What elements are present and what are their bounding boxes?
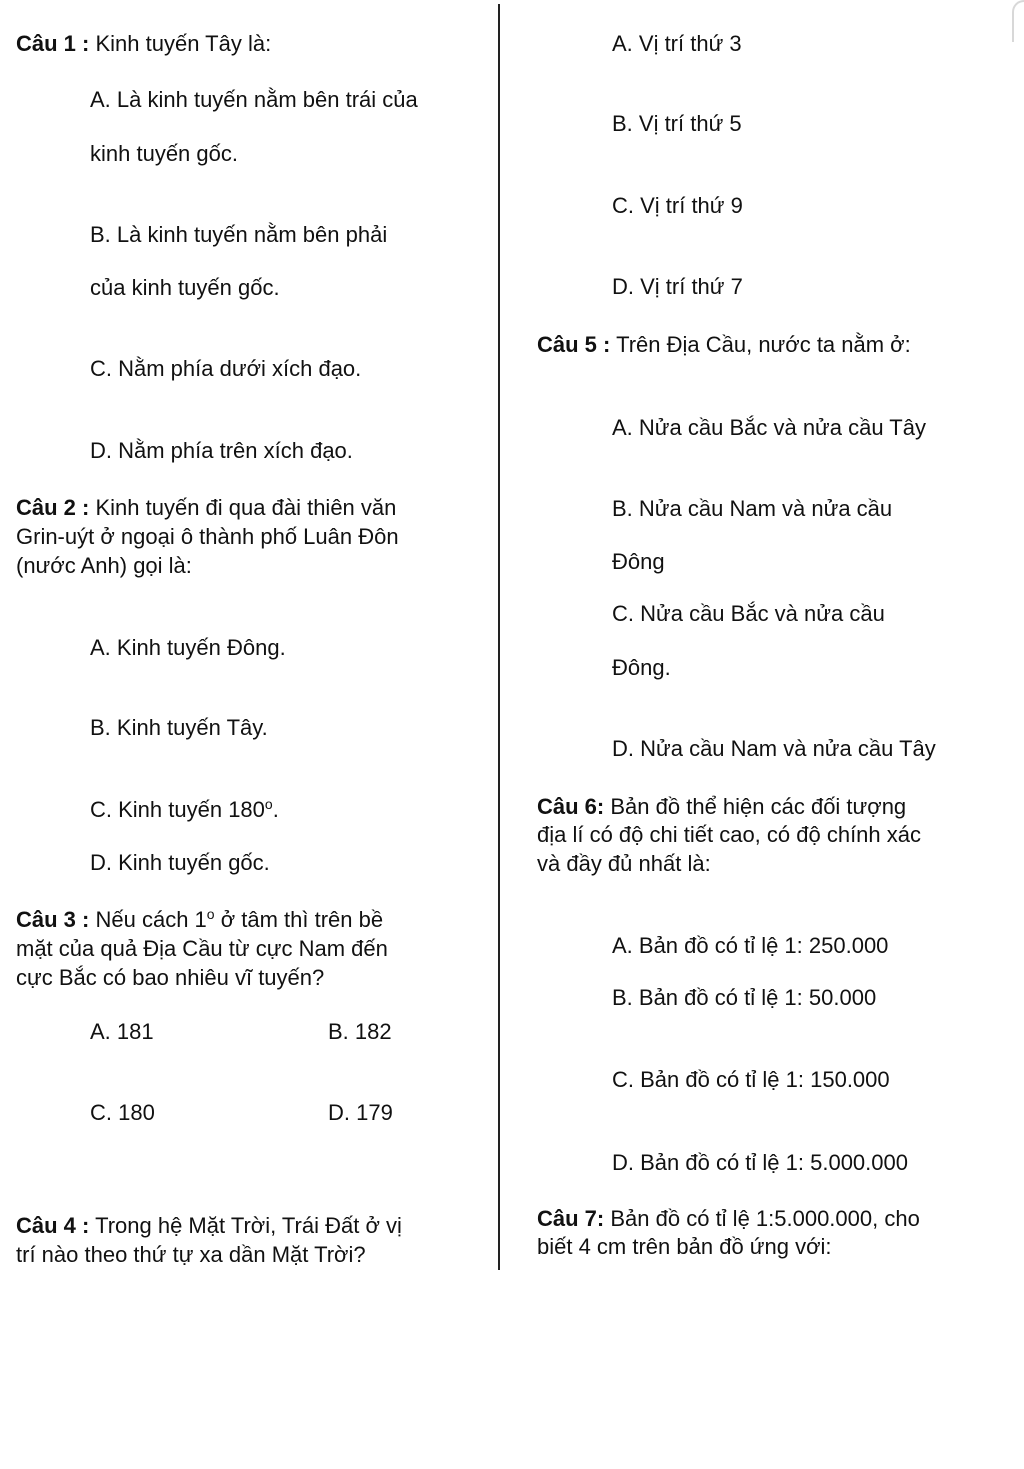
question-5-option-c-line1: C. Nửa cầu Bắc và nửa cầu	[612, 601, 885, 626]
question-1-option-b-line2: của kinh tuyến gốc.	[90, 275, 280, 300]
question-1-stem	[16, 30, 271, 58]
question-1-option-b-line1: B. Là kinh tuyến nằm bên phải	[90, 222, 388, 247]
question-5-option-b-line2: Đông	[612, 549, 665, 574]
question-2-stem-line1	[16, 494, 396, 522]
column-divider	[498, 4, 500, 1270]
question-7-stem-line2: biết 4 cm trên bản đồ ứng với:	[537, 1234, 832, 1259]
question-2-stem-line2: Grin-uýt ở ngoại ô thành phố Luân Đôn	[16, 524, 399, 549]
question-4-stem-line2: trí nào theo thứ tự xa dần Mặt Trời?	[16, 1242, 366, 1267]
question-2-option-c	[90, 796, 279, 824]
question-5-option-a: A. Nửa cầu Bắc và nửa cầu Tây	[612, 415, 926, 440]
question-2-option-d: D. Kinh tuyến gốc.	[90, 850, 270, 875]
degree-superscript: o	[264, 796, 273, 812]
question-1-option-a-line2: kinh tuyến gốc.	[90, 141, 238, 166]
question-1-label: Câu 1 :	[16, 31, 90, 56]
question-3-label: Câu 3 :	[16, 907, 90, 932]
question-4-option-d: D. Vị trí thứ 7	[612, 274, 743, 299]
question-5-label: Câu 5 :	[537, 332, 611, 357]
question-3-stem-line1	[16, 906, 383, 934]
question-6-option-c: C. Bản đồ có tỉ lệ 1: 150.000	[612, 1067, 890, 1092]
question-7-stem-line1	[537, 1205, 920, 1233]
question-3-stem-line2: mặt của quả Địa Cầu từ cực Nam đến	[16, 936, 388, 961]
question-3-text-a: Nếu cách 1	[95, 907, 207, 932]
question-6-stem-line1	[537, 793, 906, 821]
question-2-option-b: B. Kinh tuyến Tây.	[90, 715, 268, 740]
question-4-stem-line1	[16, 1212, 402, 1240]
question-5-option-b-line1: B. Nửa cầu Nam và nửa cầu	[612, 496, 893, 521]
question-1-option-a-line1: A. Là kinh tuyến nằm bên trái của	[90, 87, 418, 112]
question-3-option-d: D. 179	[328, 1100, 393, 1125]
question-6-stem-line3: và đầy đủ nhất là:	[537, 851, 711, 876]
question-6-text-line1: Bản đồ thể hiện các đối tượng	[610, 794, 907, 819]
question-4-label: Câu 4 :	[16, 1213, 90, 1238]
question-6-stem-line2: địa lí có độ chi tiết cao, có độ chính xác	[537, 822, 922, 847]
question-2-option-c-end: .	[272, 797, 279, 822]
question-4-option-c: C. Vị trí thứ 9	[612, 193, 743, 218]
question-2-option-a: A. Kinh tuyến Đông.	[90, 635, 286, 660]
question-3-text-b: ở tâm thì trên bề	[214, 907, 384, 932]
question-2-label: Câu 2 :	[16, 495, 90, 520]
question-6-option-d: D. Bản đồ có tỉ lệ 1: 5.000.000	[612, 1150, 908, 1175]
question-1-option-d: D. Nằm phía trên xích đạo.	[90, 438, 353, 463]
question-3-option-c: C. 180	[90, 1100, 155, 1125]
question-2-stem-line3: (nước Anh) gọi là:	[16, 553, 192, 578]
screen-edge-corner	[1012, 0, 1024, 42]
question-7-text-line1: Bản đồ có tỉ lệ 1:5.000.000, cho	[610, 1206, 920, 1231]
question-3-option-a: A. 181	[90, 1019, 154, 1044]
question-3-option-b: B. 182	[328, 1019, 392, 1044]
question-4-text-line1: Trong hệ Mặt Trời, Trái Đất ở vị	[95, 1213, 402, 1238]
question-6-option-a: A. Bản đồ có tỉ lệ 1: 250.000	[612, 933, 889, 958]
question-4-option-b: B. Vị trí thứ 5	[612, 111, 742, 136]
question-5-option-c-line2: Đông.	[612, 655, 671, 680]
question-3-stem-line3: cực Bắc có bao nhiêu vĩ tuyến?	[16, 965, 325, 990]
question-2-option-c-text: C. Kinh tuyến 180	[90, 797, 265, 822]
question-6-label: Câu 6:	[537, 794, 605, 819]
question-5-text: Trên Địa Cầu, nước ta nằm ở:	[616, 332, 911, 357]
degree-superscript: o	[206, 906, 215, 922]
question-7-label: Câu 7:	[537, 1206, 605, 1231]
question-1-text: Kinh tuyến Tây là:	[95, 31, 272, 56]
question-2-text-line1: Kinh tuyến đi qua đài thiên văn	[95, 495, 397, 520]
question-4-option-a: A. Vị trí thứ 3	[612, 31, 742, 56]
question-1-option-c: C. Nằm phía dưới xích đạo.	[90, 356, 362, 381]
question-5-stem	[537, 331, 911, 359]
question-6-option-b: B. Bản đồ có tỉ lệ 1: 50.000	[612, 985, 877, 1010]
question-5-option-d: D. Nửa cầu Nam và nửa cầu Tây	[612, 736, 936, 761]
